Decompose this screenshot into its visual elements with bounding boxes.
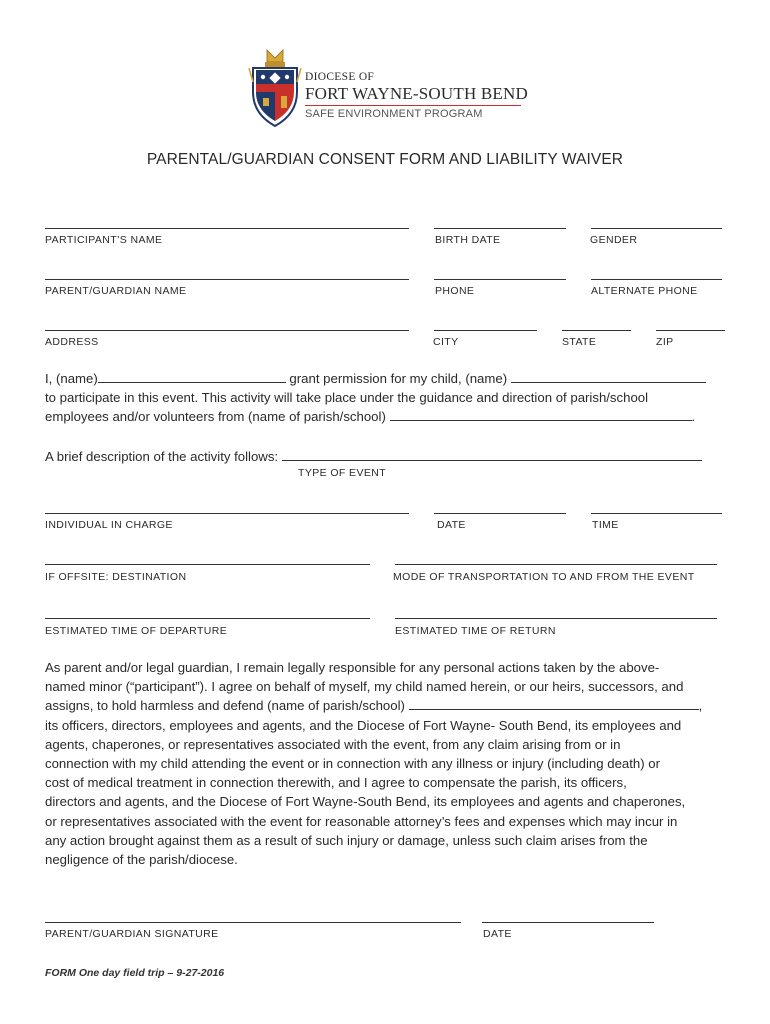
- event-date-field[interactable]: [434, 513, 566, 514]
- signature-date-field[interactable]: [482, 922, 654, 923]
- waiver-paragraph: [45, 658, 735, 869]
- guardian-name-blank[interactable]: [98, 371, 286, 383]
- waiver-line: As parent and/or legal guardian, I remain legally responsible for any personal actions taken by the above-: [45, 660, 660, 675]
- individual-in-charge-field[interactable]: [45, 513, 409, 514]
- destination-label: IF OFFSITE: DESTINATION: [45, 571, 187, 583]
- org-divider: [305, 105, 521, 106]
- individual-in-charge-label: INDIVIDUAL IN CHARGE: [45, 519, 173, 531]
- permission-text-1: I, (name): [45, 371, 98, 386]
- participant-name-label: PARTICIPANT’S NAME: [45, 234, 163, 246]
- gender-field[interactable]: [591, 228, 722, 229]
- event-time-field[interactable]: [591, 513, 722, 514]
- waiver-line: or representatives associated with the event for reasonable attorney’s fees and expenses which may incur in: [45, 813, 678, 829]
- waiver-line: connection with my child attending the event or in connection with any illness or injury (including death) or: [45, 756, 661, 772]
- signature-label: PARENT/GUARDIAN SIGNATURE: [45, 928, 219, 940]
- return-time-label: ESTIMATED TIME OF RETURN: [395, 625, 556, 637]
- org-line-2: FORT WAYNE-SOUTH BEND: [305, 84, 528, 103]
- permission-text-2: grant permission for my child, (name): [285, 371, 511, 386]
- description-text: A brief description of the activity follows:: [45, 449, 282, 464]
- birth-date-label: BIRTH DATE: [435, 234, 501, 246]
- permission-text-3: employees and/or volunteers from (name of parish/school): [45, 409, 390, 425]
- parish-name-blank[interactable]: [390, 409, 692, 421]
- event-date-label: DATE: [437, 519, 466, 531]
- state-field[interactable]: [562, 330, 631, 331]
- org-line-1: DIOCESE OF: [305, 71, 375, 83]
- form-title: PARENTAL/GUARDIAN CONSENT FORM AND LIABILITY WAIVER: [146, 151, 624, 168]
- city-label: CITY: [433, 336, 459, 348]
- destination-field[interactable]: [45, 564, 370, 565]
- departure-time-field[interactable]: [45, 618, 370, 619]
- waiver-line: any action brought against them as a result of such injury or damage, unless such claim arises from the: [45, 832, 648, 848]
- waiver-line: agents, chaperones, or representatives associated with the event, from any claim arising from or in: [45, 736, 621, 752]
- return-time-field[interactable]: [395, 618, 717, 619]
- waiver-line: cost of medical treatment in connection therewith, and I agree to compensate the parish, its officers,: [45, 775, 627, 791]
- zip-field[interactable]: [656, 330, 725, 331]
- parent-name-field[interactable]: [45, 279, 409, 280]
- departure-time-label: ESTIMATED TIME OF DEPARTURE: [45, 625, 228, 637]
- state-label: STATE: [562, 336, 597, 348]
- transportation-field[interactable]: [395, 564, 717, 565]
- gender-label: GENDER: [590, 234, 638, 246]
- address-field[interactable]: [45, 330, 409, 331]
- waiver-line: named minor (“participant”). I agree on behalf of myself, my child named herein, or our heirs, successors, and: [45, 679, 684, 695]
- event-time-label: TIME: [592, 519, 619, 531]
- phone-field[interactable]: [434, 279, 566, 280]
- participant-name-field[interactable]: [45, 228, 409, 229]
- signature-field[interactable]: [45, 922, 461, 923]
- birth-date-field[interactable]: [434, 228, 566, 229]
- child-name-blank[interactable]: [511, 371, 706, 383]
- permission-period: .: [691, 409, 696, 425]
- type-of-event-label: TYPE OF EVENT: [298, 467, 387, 479]
- parent-name-label: PARENT/GUARDIAN NAME: [45, 285, 187, 297]
- waiver-parish-blank[interactable]: [409, 698, 699, 710]
- alt-phone-label: ALTERNATE PHONE: [591, 285, 698, 297]
- alt-phone-field[interactable]: [591, 279, 722, 280]
- phone-label: PHONE: [435, 285, 475, 297]
- waiver-line: its officers, directors, employees and agents, and the Diocese of Fort Wayne- South Bend, its employees and: [45, 717, 682, 733]
- signature-date-label: DATE: [483, 928, 512, 940]
- description-blank[interactable]: [282, 449, 702, 461]
- permission-paragraph: [45, 369, 735, 427]
- waiver-comma: ,: [698, 698, 703, 714]
- waiver-line: directors and agents, and the Diocese of Fort Wayne-South Bend, its employees and agents and chaperones,: [45, 794, 686, 810]
- permission-line-2: to participate in this event. This activity will take place under the guidance and direction of parish/school: [45, 390, 649, 406]
- program-name: SAFE ENVIRONMENT PROGRAM: [305, 108, 483, 120]
- waiver-line: assigns, to hold harmless and defend (name of parish/school): [45, 698, 409, 714]
- waiver-line: negligence of the parish/diocese.: [45, 852, 238, 868]
- description-line: [45, 447, 735, 466]
- zip-label: ZIP: [656, 336, 674, 348]
- transportation-label: MODE OF TRANSPORTATION TO AND FROM THE EVENT: [393, 571, 695, 583]
- diocese-crest-logo: [247, 48, 303, 128]
- city-field[interactable]: [434, 330, 537, 331]
- address-label: ADDRESS: [45, 336, 99, 348]
- form-footer: FORM One day field trip – 9-27-2016: [45, 967, 225, 979]
